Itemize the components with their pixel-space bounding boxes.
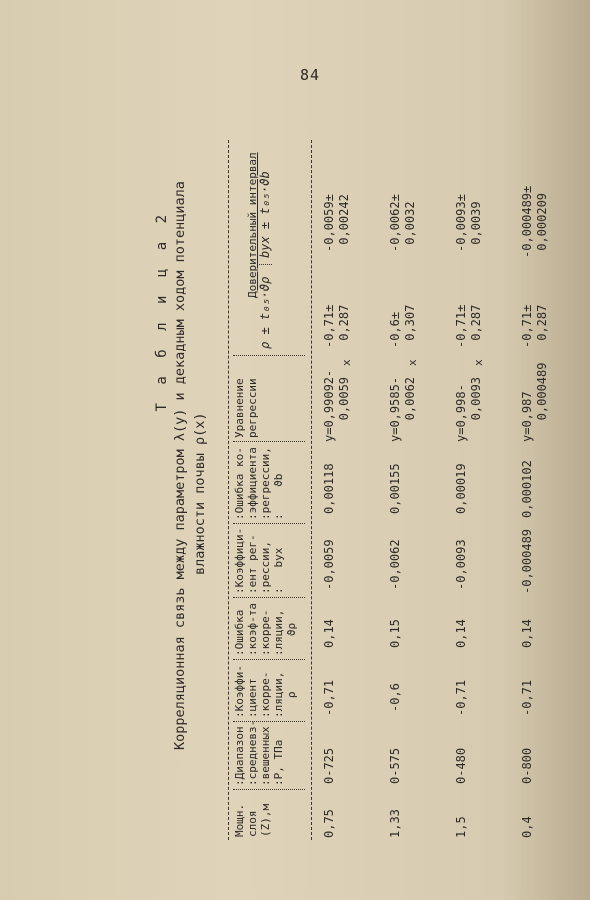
table-row	[378, 140, 444, 840]
cell-r: -0,71	[322, 679, 336, 716]
table-row	[510, 140, 576, 840]
cell-err-r: 0,14	[454, 619, 468, 648]
cell-b: -0,0062	[388, 539, 402, 590]
cell-ci-r: -0,71± 0,287	[454, 304, 483, 348]
header-regression-equation: Уравнение регрессии	[233, 356, 305, 442]
cell-err-r: 0,14	[322, 619, 336, 648]
table-header	[228, 140, 312, 840]
header-correlation-error: :Ошибка :коэф-та :корре- :ляции, ϑρ	[233, 598, 305, 660]
cell-depth: 0,75	[322, 809, 336, 838]
cell-depth: 0,4	[520, 816, 534, 838]
cell-equation: y=0,99092- 0,0059	[322, 369, 351, 442]
cell-ci-b: -0,0059± 0,00242	[322, 194, 351, 252]
cell-err-r: 0,15	[388, 619, 402, 648]
cell-r: -0,71	[454, 679, 468, 716]
table-row	[312, 140, 378, 840]
cell-ci-r: -0,71± 0,287	[322, 304, 351, 348]
cell-r: -0,6	[388, 683, 402, 712]
times-sign: x	[340, 359, 353, 366]
cell-range: 0-800	[520, 747, 534, 784]
cell-err-r: 0,14	[520, 619, 534, 648]
times-sign: x	[472, 359, 485, 366]
cell-err-b: 0,00118	[322, 463, 336, 514]
table-title-line-1: Корреляционная связь между параметром λ(у) и декадным ходом потенциала	[172, 181, 188, 750]
cell-ci-b: -0,0062± 0,0032	[388, 194, 417, 252]
cell-equation: y=0,998- 0,0093	[454, 376, 483, 442]
cell-ci-r: -0,71± 0,287	[520, 304, 549, 348]
cell-ci-b: -0,0093± 0,0039	[454, 194, 483, 252]
table-row	[444, 140, 510, 840]
cell-range: 0-725	[322, 747, 336, 784]
cell-range: 0-480	[454, 747, 468, 784]
header-regression-coef: :Коэффици- :ент рег- :рессии, : byx	[233, 524, 305, 598]
cell-depth: 1,5	[454, 816, 468, 838]
cell-ci-r: -0,6± 0,307	[388, 304, 417, 348]
header-pressure-range: :Диапазон :средневз- :вешенных :P, ТПа	[233, 722, 305, 790]
header-regression-error: :Ошибка ко- :эффициента :регрессии, : ϑb	[233, 442, 305, 524]
cell-equation: y=0,9585- 0,0062	[388, 376, 417, 442]
rotated-table-sheet	[150, 140, 590, 840]
cell-err-b: 0,00019	[454, 463, 468, 514]
header-layer-thickness: Мощн. слоя (Z),м	[233, 803, 272, 837]
cell-equation: y=0,987 0,000489	[520, 362, 549, 442]
confidence-interval-title: Доверительный интервал	[246, 152, 259, 299]
cell-err-b: 0,00155	[388, 463, 402, 514]
correlation-table	[228, 140, 576, 840]
times-sign: x	[406, 359, 419, 366]
cell-r: -0,71	[520, 679, 534, 716]
confidence-sub-rho: ρ ± t₀₅·ϑρ	[258, 276, 272, 349]
cell-depth: 1,33	[388, 809, 402, 838]
header-correlation-coef: :Коэффи- :циент :корре- :ляции, ρ	[233, 660, 305, 722]
page-number: 84	[300, 66, 321, 84]
header-confidence-interval	[233, 140, 305, 356]
confidence-sub-b: byx ± t₀₅·ϑb	[259, 171, 272, 265]
cell-range: 0-575	[388, 747, 402, 784]
cell-ci-b: -0,000489± 0,000209	[520, 185, 549, 258]
cell-err-b: 0,000102	[520, 460, 534, 518]
cell-b: -0,000489	[520, 528, 534, 594]
cell-b: -0,0093	[454, 539, 468, 590]
cell-b: -0,0059	[322, 539, 336, 590]
table-label: Т а б л и ц а 2	[154, 210, 170, 412]
table-title-line-2: влажности почвы ρ(x)	[192, 412, 208, 575]
